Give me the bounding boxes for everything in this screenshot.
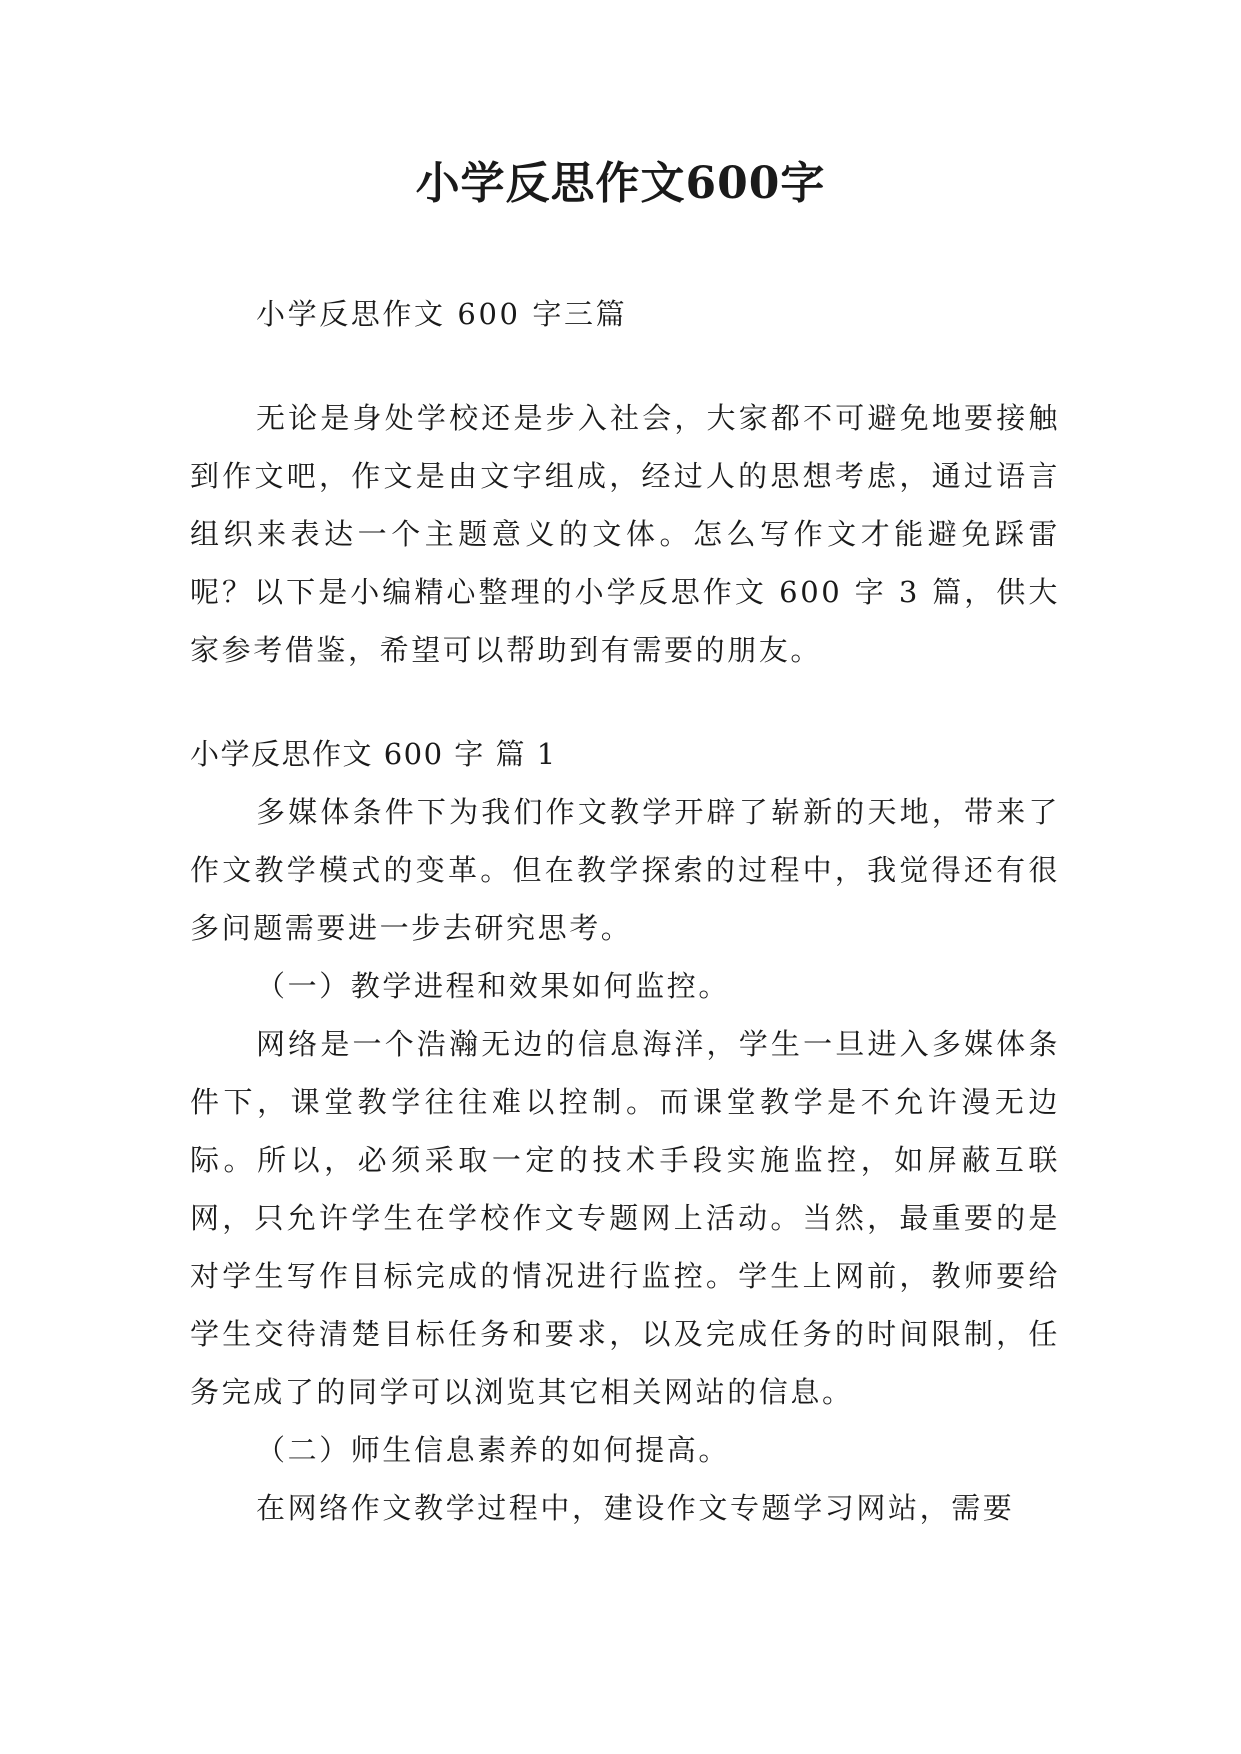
- section-paragraph-3: 在网络作文教学过程中，建设作文专题学习网站，需要: [256, 1491, 1015, 1525]
- sub-heading-1: （一）教学进程和效果如何监控。: [256, 969, 731, 1003]
- section-paragraph-2: 网络是一个浩瀚无边的信息海洋，学生一旦进入多媒体条件下，课堂教学往往难以控制。而课堂教学是不允许漫无边际。所以，必须采取一定的技术手段实施监控，如屏蔽互联网，只允许学生在学校作文专题网上活动。当然，最重要的是对学生写作目标完成的情况进行监控。学生上网前，教师要给学生交待清楚目标任务和要求，以及完成任务的时间限制，任务完成了的同学可以浏览其它相关网站的信息。: [190, 1027, 1060, 1409]
- sub-heading-2: （二）师生信息素养的如何提高。: [256, 1433, 731, 1467]
- document-subtitle: 小学反思作文 600 字三篇: [256, 297, 628, 331]
- section-heading: 小学反思作文 600 字 篇 1: [190, 737, 557, 771]
- section-paragraph-1: 多媒体条件下为我们作文教学开辟了崭新的天地，带来了作文教学模式的变革。但在教学探索的过程中，我觉得还有很多问题需要进一步去研究思考。: [190, 795, 1060, 945]
- document-body: [190, 285, 1060, 1537]
- intro-paragraph: 无论是身处学校还是步入社会，大家都不可避免地要接触到作文吧，作文是由文字组成，经过人的思想考虑，通过语言组织来表达一个主题意义的文体。怎么写作文才能避免踩雷呢？以下是小编精心整理的小学反思作文 600 字 3 篇，供大家参考借鉴，希望可以帮助到有需要的朋友。: [190, 401, 1060, 667]
- document-title: 小学反思作文600字: [415, 158, 826, 209]
